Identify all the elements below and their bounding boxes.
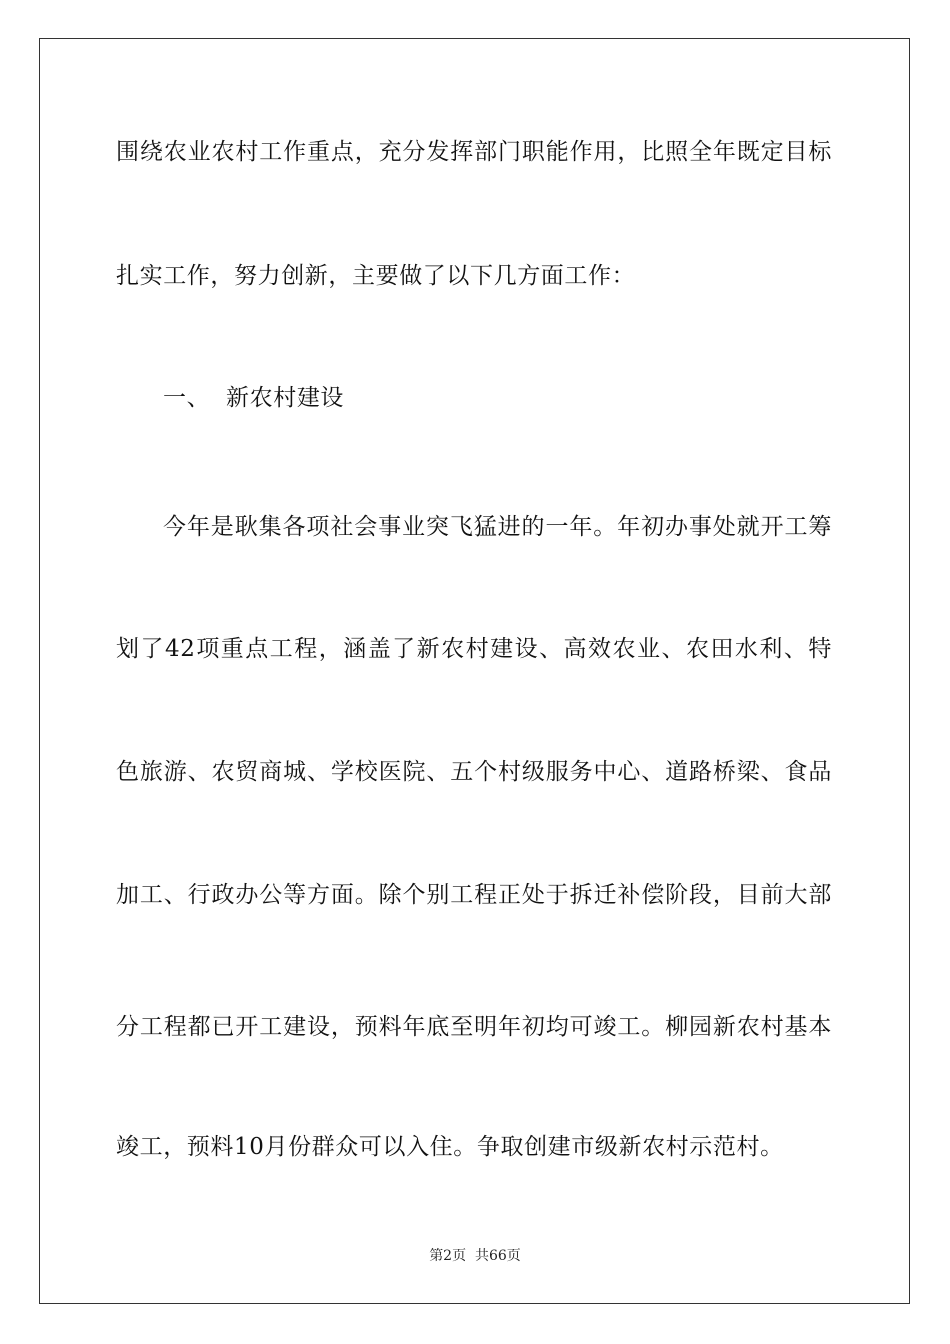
paragraph-line-4: 划了42项重点工程，涵盖了新农村建设、高效农业、农田水利、特 — [116, 636, 832, 662]
paragraph-line-6: 加工、行政办公等方面。除个别工程正处于拆迁补偿阶段，目前大部 — [116, 882, 832, 908]
paragraph-line-2: 扎实工作，努力创新，主要做了以下几方面工作： — [116, 263, 636, 289]
paragraph-line-5: 色旅游、农贸商城、学校医院、五个村级服务中心、道路桥梁、食品 — [116, 759, 832, 785]
section-heading: 一、 新农村建设 — [163, 385, 345, 411]
paragraph-line-8: 竣工，预料10月份群众可以入住。争取创建市级新农村示范村。 — [116, 1134, 784, 1160]
page-border — [39, 38, 910, 1304]
paragraph-line-7: 分工程都已开工建设，预料年底至明年初均可竣工。柳园新农村基本 — [116, 1014, 832, 1040]
page-number-label: 第2页 共66页 — [429, 1248, 521, 1264]
page-number-footer — [0, 1247, 950, 1265]
paragraph-line-1: 围绕农业农村工作重点，充分发挥部门职能作用，比照全年既定目标 — [116, 139, 832, 165]
paragraph-line-3: 今年是耿集各项社会事业突飞猛进的一年。年初办事处就开工筹 — [163, 514, 832, 540]
